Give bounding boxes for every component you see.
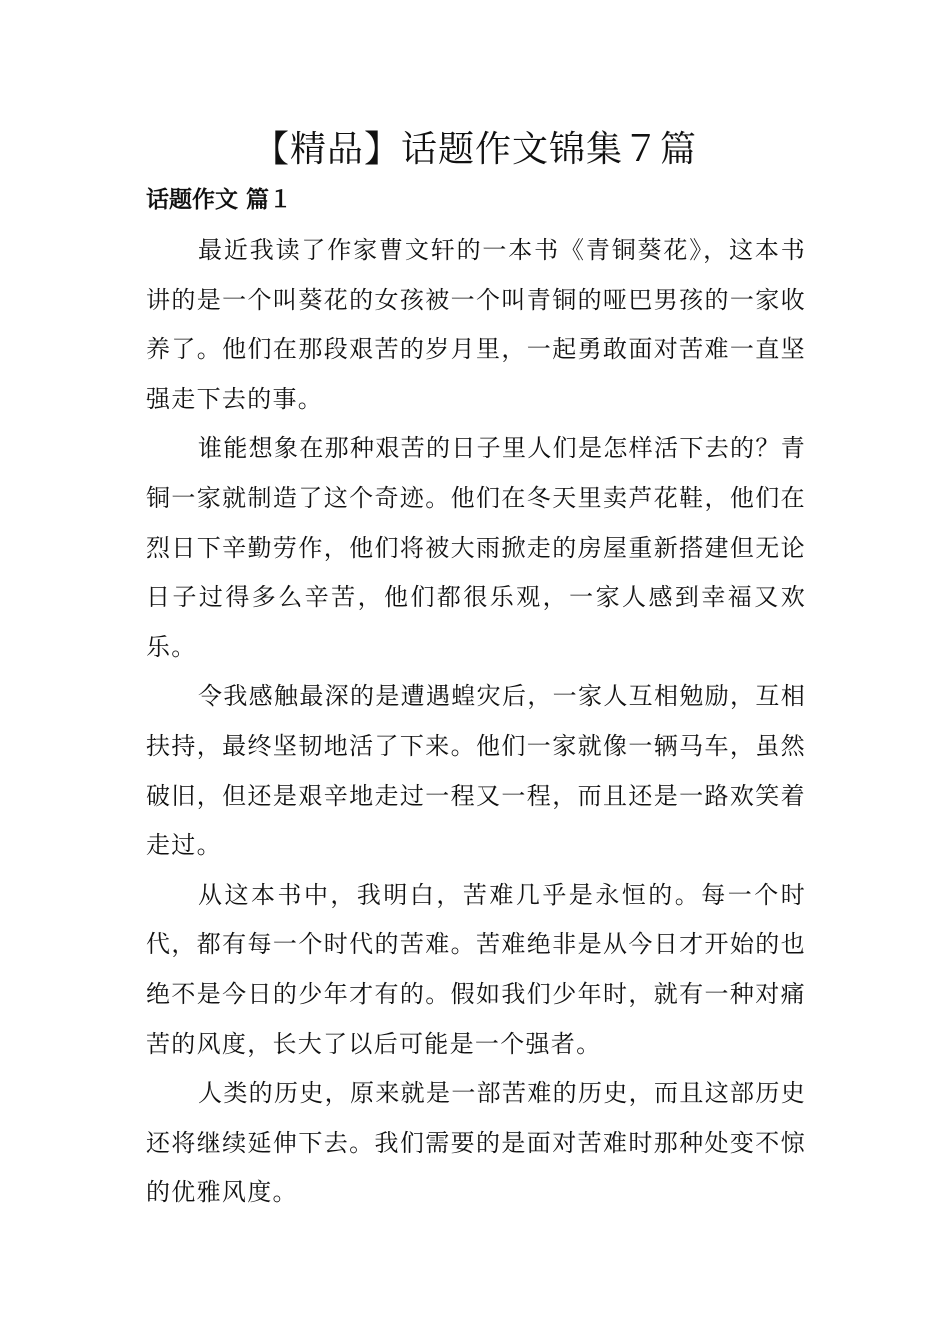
article-body: [146, 226, 806, 1218]
paragraph-4: 从这本书中，我明白，苦难几乎是永恒的。每一个时代，都有每一个时代的苦难。苦难绝非是从今日才开始的也绝不是今日的少年才有的。假如我们少年时，就有一种对痛苦的风度，长大了以后可能是一个强者。: [146, 880, 806, 1058]
paragraph-3: 令我感触最深的是遭遇蝗灾后，一家人互相勉励，互相扶持，最终坚韧地活了下来。他们一家就像一辆马车，虽然破旧，但还是艰辛地走过一程又一程，而且还是一路欢笑着走过。: [146, 682, 806, 860]
paragraph-2: 谁能想象在那种艰苦的日子里人们是怎样活下去的？青铜一家就制造了这个奇迹。他们在冬天里卖芦花鞋，他们在烈日下辛勤劳作，他们将被大雨掀走的房屋重新搭建但无论日子过得多么辛苦，他们都很乐观，一家人感到幸福又欢乐。: [146, 434, 806, 661]
paragraph-5: 人类的历史，原来就是一部苦难的历史，而且这部历史还将继续延伸下去。我们需要的是面对苦难时那种处变不惊的优雅风度。: [146, 1079, 806, 1207]
document-title: 【精品】话题作文锦集７篇: [252, 129, 697, 170]
paragraph-1: 最近我读了作家曹文轩的一本书《青铜葵花》，这本书讲的是一个叫葵花的女孩被一个叫青铜的哑巴男孩的一家收养了。他们在那段艰苦的岁月里，一起勇敢面对苦难一直坚强走下去的事。: [146, 236, 806, 413]
section-heading: 话题作文 篇１: [146, 186, 293, 213]
